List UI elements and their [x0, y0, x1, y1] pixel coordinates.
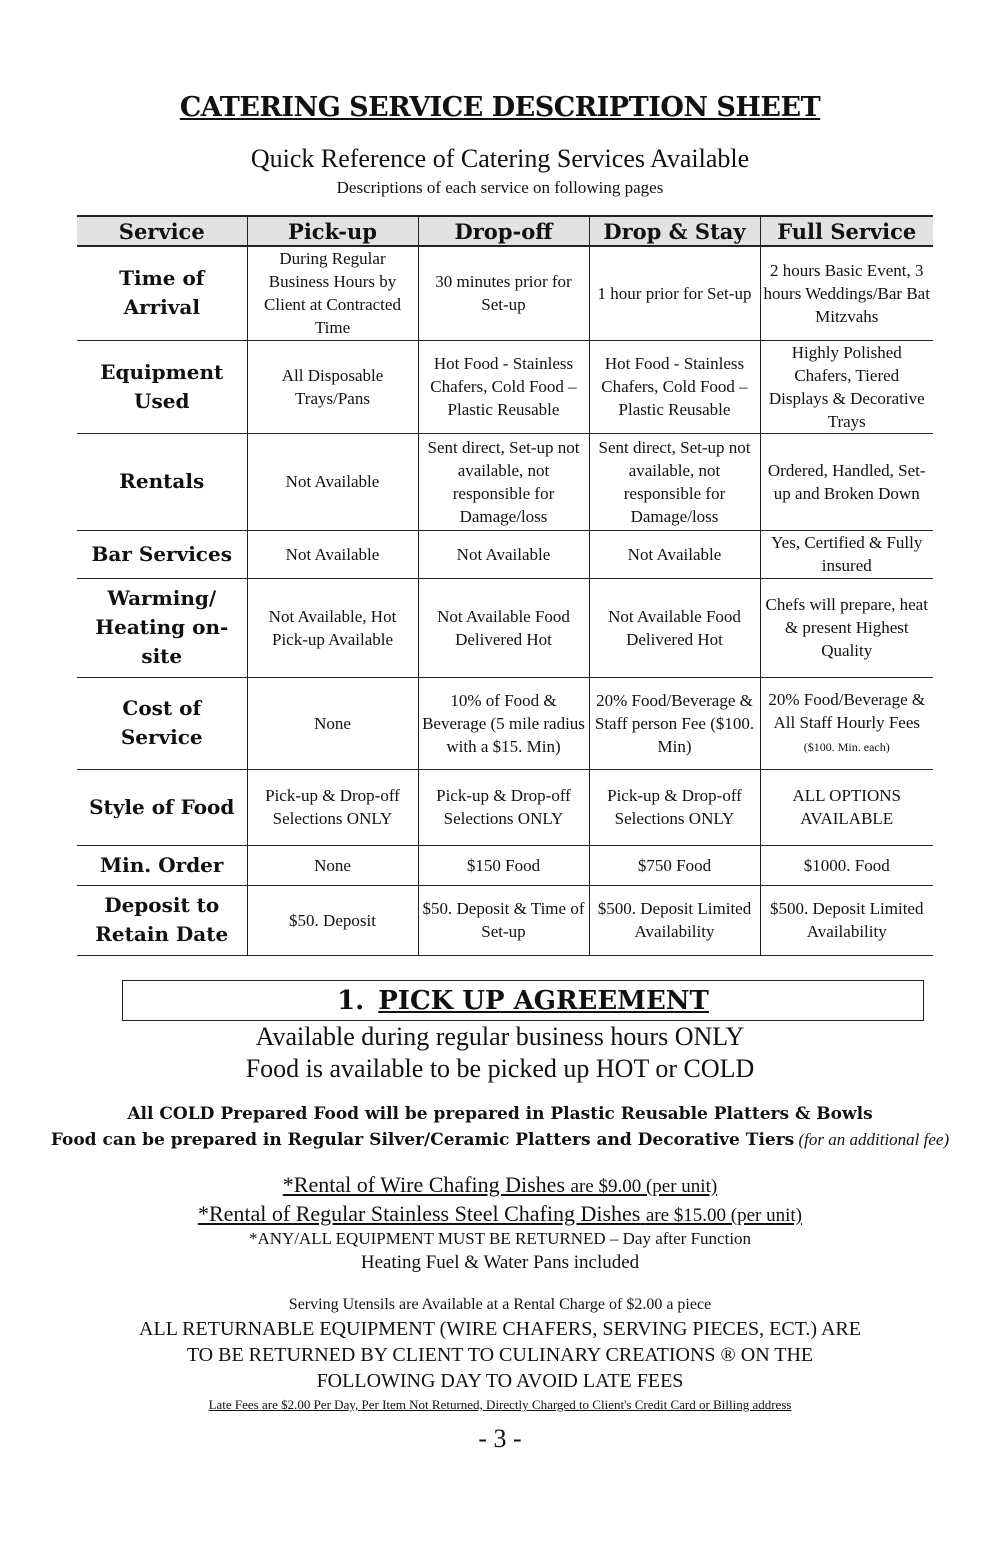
late-fees-note: Late Fees are $2.00 Per Day, Per Item Not Returned, Directly Charged to Client's Credit Card or Billing address [208, 1397, 792, 1412]
table-row [77, 433, 933, 530]
stainless-chafing-item: *Rental of Regular Stainless Steel Chafing Dishes [197, 1201, 641, 1226]
row-label: Bar Services [77, 530, 247, 578]
stainless-chafing-rental [0, 1201, 1000, 1227]
table-cell: Pick-up & Drop-off Selections ONLY [589, 769, 760, 845]
hot-cold-line: Food is available to be picked up HOT or COLD [245, 1054, 755, 1083]
table-cell: Sent direct, Set-up not available, not responsible for Damage/loss [589, 433, 760, 530]
table-header-row [77, 216, 933, 246]
table-row [77, 246, 933, 340]
table-row [77, 340, 933, 433]
returnable-equipment-line-1: ALL RETURNABLE EQUIPMENT (WIRE CHAFERS, SERVING PIECES, ECT.) ARE [139, 1318, 861, 1340]
table-cell: ALL OPTIONS AVAILABLE [760, 769, 933, 845]
table-row [77, 845, 933, 885]
table-row [77, 677, 933, 769]
table-cell: Not Available [589, 530, 760, 578]
return-equipment-note: *ANY/ALL EQUIPMENT MUST BE RETURNED – Day after Function [248, 1229, 752, 1248]
table-cell: Not Available Food Delivered Hot [418, 578, 589, 677]
fuel-included-line: Heating Fuel & Water Pans included [360, 1252, 640, 1273]
table-row [77, 885, 933, 955]
table-cell: $1000. Food [760, 845, 933, 885]
wire-chafing-item: *Rental of Wire Chafing Dishes [282, 1172, 566, 1197]
row-label: Time of Arrival [77, 246, 247, 340]
page-number: - 3 - [478, 1424, 522, 1453]
row-label: Min. Order [77, 845, 247, 885]
table-cell: Ordered, Handled, Set-up and Broken Down [760, 433, 933, 530]
row-label: Rentals [77, 433, 247, 530]
table-cell: Pick-up & Drop-off Selections ONLY [418, 769, 589, 845]
table-cell: Not Available [247, 530, 418, 578]
table-cell: 1 hour prior for Set-up [589, 246, 760, 340]
column-header: Pick-up [247, 216, 418, 246]
utensils-line: Serving Utensils are Available at a Rental Charge of $2.00 a piece [288, 1296, 712, 1313]
table-cell: $150 Food [418, 845, 589, 885]
table-cell: $50. Deposit [247, 885, 418, 955]
column-header: Full Service [760, 216, 933, 246]
table-cell [760, 677, 933, 769]
table-row [77, 530, 933, 578]
table-cell: $500. Deposit Limited Availability [760, 885, 933, 955]
wire-chafing-price: are $9.00 (per unit) [570, 1176, 718, 1197]
table-cell: 30 minutes prior for Set-up [418, 246, 589, 340]
row-label: Cost of Service [77, 677, 247, 769]
table-cell: 20% Food/Beverage & Staff person Fee ($100. Min) [589, 677, 760, 769]
table-cell: 10% of Food & Beverage (5 mile radius with a $15. Min) [418, 677, 589, 769]
row-label: Style of Food [77, 769, 247, 845]
availability-line: Available during regular business hours ONLY [255, 1022, 745, 1051]
agreement-number: 1. [337, 986, 365, 1016]
table-cell: $50. Deposit & Time of Set-up [418, 885, 589, 955]
stainless-chafing-price: are $15.00 (per unit) [645, 1205, 803, 1226]
table-cell: During Regular Business Hours by Client at Contracted Time [247, 246, 418, 340]
table-cell: None [247, 677, 418, 769]
table-row [77, 578, 933, 677]
column-header: Service [77, 216, 247, 246]
service-table [77, 215, 933, 956]
page-subtitle: Quick Reference of Catering Services Available [250, 144, 750, 173]
page-title: CATERING SERVICE DESCRIPTION SHEET [179, 92, 821, 123]
platters-line [0, 1130, 1000, 1150]
table-cell: $750 Food [589, 845, 760, 885]
table-cell: Not Available [418, 530, 589, 578]
additional-fee-note: (for an additional fee) [798, 1130, 950, 1149]
agreement-heading-box [122, 980, 924, 1021]
table-cell: $500. Deposit Limited Availability [589, 885, 760, 955]
table-cell: 2 hours Basic Event, 3 hours Weddings/Bar Bat Mitzvahs [760, 246, 933, 340]
agreement-title: PICK UP AGREEMENT [378, 986, 709, 1016]
table-cell: Not Available [247, 433, 418, 530]
column-header: Drop-off [418, 216, 589, 246]
row-label: Deposit to Retain Date [77, 885, 247, 955]
table-cell: Hot Food - Stainless Chafers, Cold Food – Plastic Reusable [589, 340, 760, 433]
table-row [77, 769, 933, 845]
table-cell: Hot Food - Stainless Chafers, Cold Food – Plastic Reusable [418, 340, 589, 433]
row-label: Warming/ Heating on-site [77, 578, 247, 677]
cost-fullservice-text: 20% Food/Beverage & All Staff Hourly Fees [768, 689, 926, 732]
returnable-equipment-line-3: FOLLOWING DAY TO AVOID LATE FEES [316, 1370, 684, 1392]
column-header: Drop & Stay [589, 216, 760, 246]
table-cell: All Disposable Trays/Pans [247, 340, 418, 433]
wire-chafing-rental [0, 1172, 1000, 1198]
returnable-equipment-line-2: TO BE RETURNED BY CLIENT TO CULINARY CREATIONS ® ON THE [186, 1344, 814, 1366]
table-cell: Highly Polished Chafers, Tiered Displays & Decorative Trays [760, 340, 933, 433]
cost-fullservice-note: ($100. Min. each) [803, 739, 890, 754]
row-label: Equipment Used [77, 340, 247, 433]
table-cell: None [247, 845, 418, 885]
table-cell: Sent direct, Set-up not available, not responsible for Damage/loss [418, 433, 589, 530]
table-cell: Pick-up & Drop-off Selections ONLY [247, 769, 418, 845]
platters-text: Food can be prepared in Regular Silver/Ceramic Platters and Decorative Tiers [50, 1130, 795, 1150]
table-cell: Yes, Certified & Fully insured [760, 530, 933, 578]
table-cell: Not Available, Hot Pick-up Available [247, 578, 418, 677]
table-cell: Chefs will prepare, heat & present Highest Quality [760, 578, 933, 677]
table-cell: Not Available Food Delivered Hot [589, 578, 760, 677]
cold-food-line: All COLD Prepared Food will be prepared in Plastic Reusable Platters & Bowls [127, 1104, 873, 1124]
page-note: Descriptions of each service on following pages [336, 178, 664, 197]
